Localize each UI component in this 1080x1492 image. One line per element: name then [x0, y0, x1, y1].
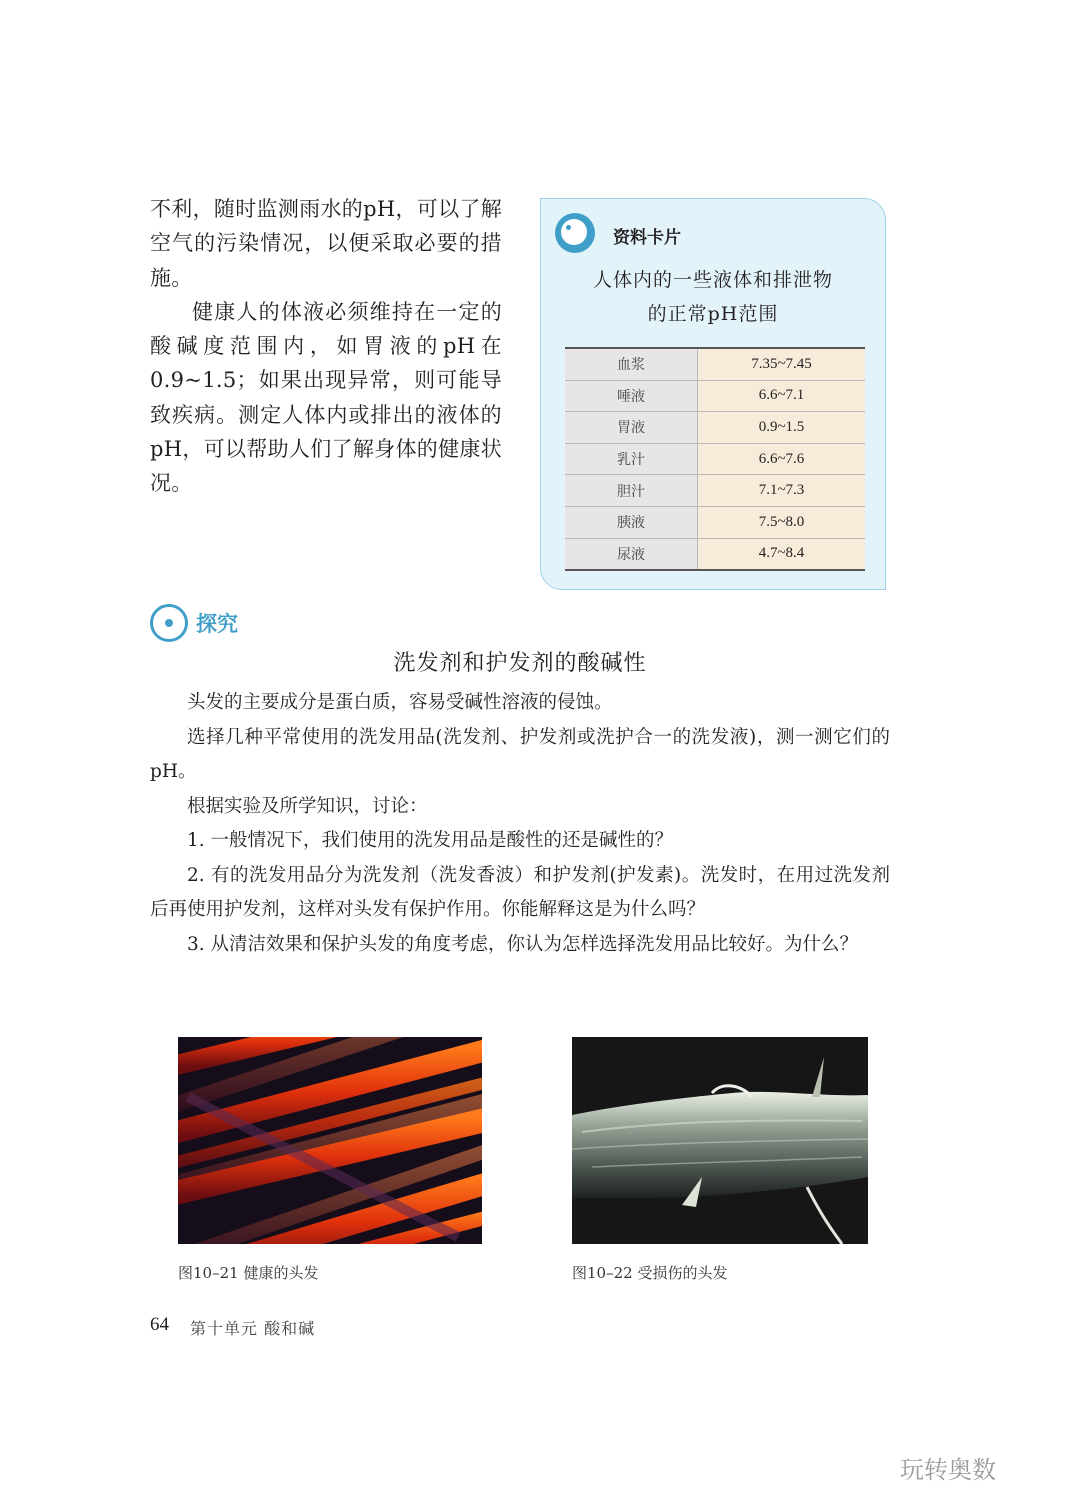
- paragraph: 不利，随时监测雨水的pH，可以了解空气的污染情况，以便采取必要的措施。: [150, 197, 502, 290]
- explore-title: 洗发剂和护发剂的酸碱性: [393, 651, 647, 676]
- page-number: 64: [150, 1314, 169, 1335]
- figure-caption: 图10–22 受损伤的头发: [572, 1264, 728, 1282]
- fluid-name: 血浆: [565, 348, 698, 380]
- paragraph: 选择几种平常使用的洗发用品(洗发剂、护发剂或洗护合一的洗发液)，测一测它们的pH。: [150, 726, 890, 782]
- fluid-name: 唾液: [565, 380, 698, 412]
- paragraph: 1. 一般情况下，我们使用的洗发用品是酸性的还是碱性的？: [187, 830, 674, 851]
- ph-value: 4.7~8.4: [698, 538, 866, 570]
- table-row: [565, 506, 865, 538]
- info-card-label: 资料卡片: [613, 228, 681, 248]
- info-card-icon: [555, 213, 595, 253]
- explore-body: [150, 686, 890, 962]
- fluid-name: 胰液: [565, 506, 698, 538]
- table-row: [565, 443, 865, 475]
- ph-value: 7.5~8.0: [698, 506, 866, 538]
- ph-range-table: [565, 347, 865, 571]
- paragraph: 健康人的体液必须维持在一定的酸碱度范围内，如胃液的pH在0.9~1.5；如果出现异常，则可能导致疾病。测定人体内或排出的液体的pH，可以帮助人们了解身体的健康状况。: [150, 299, 502, 496]
- explore-icon: [150, 604, 188, 642]
- info-card: [540, 198, 886, 590]
- fluid-name: 尿液: [565, 538, 698, 570]
- damaged-hair-image: [572, 1037, 868, 1244]
- fluid-name: 胃液: [565, 412, 698, 444]
- ph-value: 7.35~7.45: [698, 348, 866, 380]
- fluid-name: 乳汁: [565, 443, 698, 475]
- explore-label: 探究: [196, 612, 238, 636]
- ph-value: 7.1~7.3: [698, 475, 866, 507]
- ph-value: 6.6~7.6: [698, 443, 866, 475]
- paragraph: 头发的主要成分是蛋白质，容易受碱性溶液的侵蚀。: [187, 692, 613, 713]
- fluid-name: 胆汁: [565, 475, 698, 507]
- table-row: [565, 412, 865, 444]
- table-row: [565, 380, 865, 412]
- paragraph: 3. 从清洁效果和保护头发的角度考虑，你认为怎样选择洗发用品比较好。为什么？: [187, 933, 859, 955]
- unit-title: 第十单元 酸和碱: [190, 1319, 316, 1338]
- info-card-title: [541, 263, 885, 331]
- watermark: 玩转奥数: [900, 1456, 996, 1484]
- info-card-title-line: 的正常pH范围: [647, 303, 779, 325]
- table-row: [565, 475, 865, 507]
- ph-value: 0.9~1.5: [698, 412, 866, 444]
- info-card-title-line: 人体内的一些液体和排泄物: [592, 269, 833, 291]
- ph-value: 6.6~7.1: [698, 380, 866, 412]
- figure-caption: 图10–21 健康的头发: [178, 1264, 319, 1282]
- healthy-hair-image: [178, 1037, 482, 1244]
- table-row: [565, 348, 865, 380]
- table-row: [565, 538, 865, 570]
- paragraph: 根据实验及所学知识，讨论：: [187, 795, 428, 817]
- paragraph: 2. 有的洗发用品分为洗发剂（洗发香波）和护发剂(护发素)。洗发时，在用过洗发剂后再使用护发剂，这样对头发有保护作用。你能解释这是为什么吗？: [150, 864, 890, 920]
- left-column-text: [150, 192, 502, 501]
